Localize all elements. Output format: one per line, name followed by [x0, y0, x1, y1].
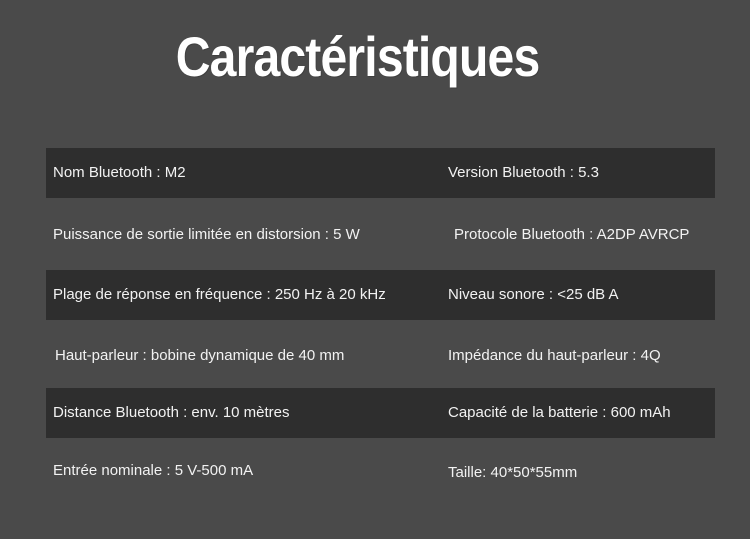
spec-speaker-driver: Haut-parleur : bobine dynamique de 40 mm: [55, 347, 345, 364]
spec-battery-capacity: Capacité de la batterie : 600 mAh: [448, 404, 671, 421]
spec-size: Taille: 40*50*55mm: [448, 464, 578, 481]
spec-rated-input: Entrée nominale : 5 V-500 mA: [53, 462, 254, 479]
spec-bluetooth-protocol: Protocole Bluetooth : A2DP AVRCP: [454, 226, 690, 243]
spec-bluetooth-name: Nom Bluetooth : M2: [53, 164, 186, 181]
spec-output-power: Puissance de sortie limitée en distorsion : 5 W: [53, 226, 360, 243]
page-title: Caractéristiques: [175, 25, 540, 88]
spec-noise-level: Niveau sonore : <25 dB A: [448, 286, 619, 303]
spec-frequency-range: Plage de réponse en fréquence : 250 Hz à 20 kHz: [53, 286, 386, 303]
spec-row: [46, 210, 715, 260]
spec-row: [46, 270, 715, 320]
spec-row: [46, 446, 715, 496]
spec-row: [46, 388, 715, 438]
spec-bluetooth-range: Distance Bluetooth : env. 10 mètres: [53, 404, 290, 421]
spec-bluetooth-version: Version Bluetooth : 5.3: [448, 164, 599, 181]
spec-speaker-impedance: Impédance du haut-parleur : 4Q: [448, 347, 661, 364]
spec-row: [46, 148, 715, 198]
spec-row: [46, 331, 715, 381]
